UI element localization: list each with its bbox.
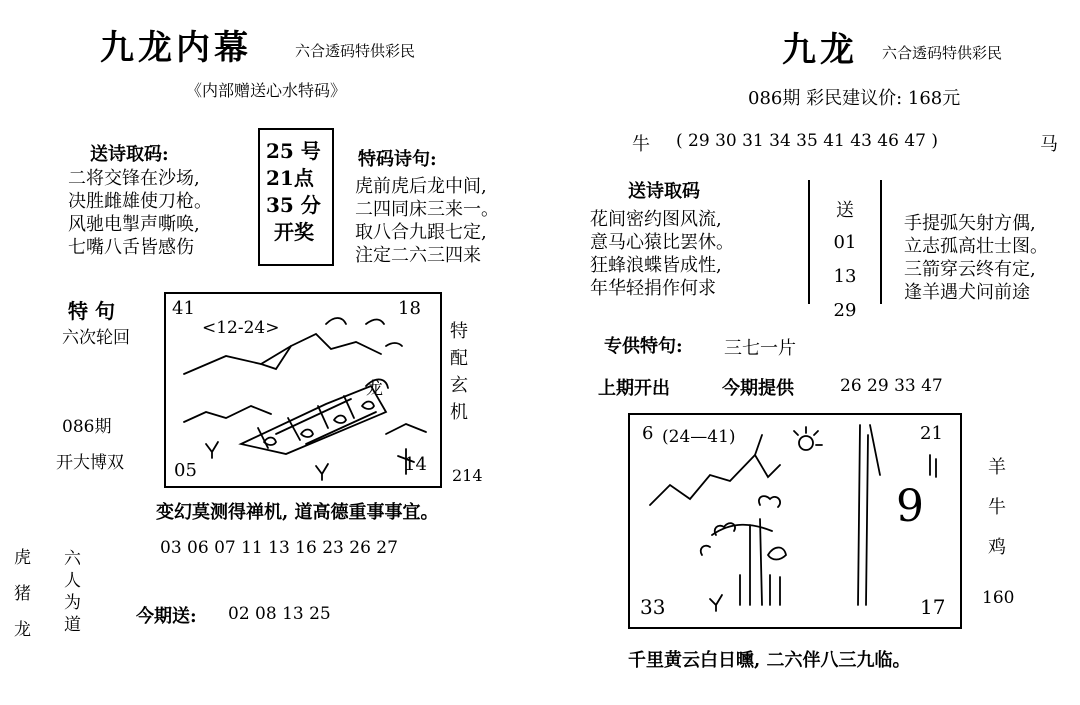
left-poem-line: 风驰电掣声嘶唤,: [68, 214, 200, 235]
vertical-char: 配: [450, 348, 468, 369]
left-sketch: [164, 292, 442, 488]
left-issue-text: 开大博双: [56, 453, 124, 473]
left-poem-heading: 送诗取码:: [90, 144, 169, 165]
right-sketch-big-num: 9: [896, 481, 924, 532]
poem-left-line: 年华轻捐作何求: [590, 278, 716, 299]
draw-line: 开奖: [274, 220, 314, 244]
left-special-text: 六次轮回: [62, 328, 130, 348]
draw-line: 21点: [266, 166, 314, 190]
send-line: 01: [833, 232, 857, 253]
six-char: 六: [64, 549, 81, 569]
poem-right-line: 逢羊遇犬问前途: [904, 282, 1030, 303]
left-subtitle: 六合透码特供彩民: [295, 42, 416, 60]
left-six-people: [64, 548, 81, 636]
poem-left-line: 狂蜂浪蝶皆成性,: [590, 255, 722, 276]
six-char: 人: [64, 571, 81, 591]
left-sketch-bottom-right: 14: [404, 454, 427, 475]
right-today-numbers: 26 29 33 47: [840, 376, 943, 396]
right-today-label: 今期提供: [722, 378, 794, 399]
right-num-160: 160: [982, 588, 1015, 608]
right-special-text: 三七一片: [724, 338, 796, 359]
animal-char: 虎: [14, 548, 31, 568]
poem-right-line: 手提弧矢射方偶,: [904, 213, 1036, 234]
right-special-label: 专供特句:: [604, 336, 683, 357]
animal-char: 龙: [14, 620, 31, 640]
right-poem-right: [904, 212, 1048, 304]
left-poem: [68, 167, 212, 259]
tema-line: 注定二六三四来: [355, 245, 481, 266]
right-poem-left: [590, 208, 734, 300]
left-tagline: 《内部赠送心水特码》: [186, 81, 347, 100]
draw-line: 35 分: [266, 193, 321, 217]
six-char: 道: [64, 615, 81, 635]
animal-char: 羊: [988, 457, 1006, 478]
animal-char: 牛: [988, 497, 1006, 518]
right-sketch: [628, 413, 962, 629]
left-today-label: 今期送:: [136, 606, 197, 627]
left-tema-poem: [355, 175, 499, 267]
left-today-numbers: 02 08 13 25: [228, 604, 331, 624]
vertical-char: 玄: [450, 375, 468, 396]
right-subtitle: 六合透码特供彩民: [882, 44, 1003, 62]
left-sketch-bottom-left: 05: [174, 460, 197, 481]
draw-line: 25 号: [266, 139, 321, 163]
left-draw-time-box: [258, 128, 334, 266]
right-saying: 千里黄云白日曛, 二六伴八三九临。: [628, 650, 911, 671]
send-line: 送: [836, 200, 854, 221]
left-poem-line: 决胜雌雄使刀枪。: [68, 191, 212, 212]
vertical-char: 特: [450, 321, 468, 342]
left-num-214: 214: [452, 466, 483, 485]
left-issue: 086期: [62, 417, 112, 437]
right-send-box: [808, 180, 882, 321]
left-sketch-range: <12-24>: [202, 318, 280, 338]
tema-line: 二四同床三来一。: [355, 199, 499, 220]
left-poem-line: 二将交锋在沙场,: [68, 168, 200, 189]
right-sketch-bottom-right: 17: [920, 595, 946, 619]
left-sketch-dragon: 龙: [366, 379, 383, 399]
six-char: 为: [64, 593, 81, 613]
tema-line: 虎前虎后龙中间,: [355, 176, 487, 197]
poem-left-line: 花间密约图风流,: [590, 209, 722, 230]
right-sketch-top-left: 6: [642, 423, 654, 444]
left-poem-line: 七嘴八舌皆感伤: [68, 237, 194, 258]
send-line: 29: [833, 300, 857, 321]
left-numbers: 03 06 07 11 13 16 23 26 27: [160, 538, 398, 558]
poem-right-line: 立志孤高壮士图。: [904, 236, 1048, 257]
right-sketch-range: (24—41): [662, 427, 736, 447]
poem-left-line: 意马心猿比罢休。: [590, 232, 734, 253]
left-vertical-text: [450, 318, 468, 426]
animal-char: 猪: [14, 584, 31, 604]
left-saying: 变幻莫测得禅机, 道高德重事事宜。: [156, 502, 439, 523]
left-tema-heading: 特码诗句:: [358, 149, 437, 170]
right-horse-label: 马: [1040, 134, 1058, 155]
left-sketch-top-right: 18: [398, 298, 421, 319]
right-sketch-bottom-left: 33: [640, 595, 666, 619]
left-title: 九龙内幕: [100, 28, 252, 68]
right-title: 九龙: [782, 30, 858, 70]
animal-char: 鸡: [988, 537, 1006, 558]
tema-line: 取八合九跟七定,: [355, 222, 487, 243]
left-animals: [14, 540, 31, 648]
poem-right-line: 三箭穿云终有定,: [904, 259, 1036, 280]
send-line: 13: [833, 266, 857, 287]
left-sketch-top-left: 41: [172, 298, 195, 319]
right-vertical-animals: [988, 448, 1006, 568]
right-ox-numbers: ( 29 30 31 34 35 41 43 46 47 ): [676, 131, 938, 151]
vertical-char: 机: [450, 402, 468, 423]
right-prev-label: 上期开出: [598, 378, 670, 399]
right-issue-line: 086期 彩民建议价: 168元: [748, 88, 961, 109]
right-ox-label: 牛: [632, 134, 650, 155]
right-sketch-top-right: 21: [920, 423, 943, 444]
left-special-heading: 特 句: [68, 299, 115, 323]
right-poem-heading: 送诗取码: [628, 181, 700, 202]
